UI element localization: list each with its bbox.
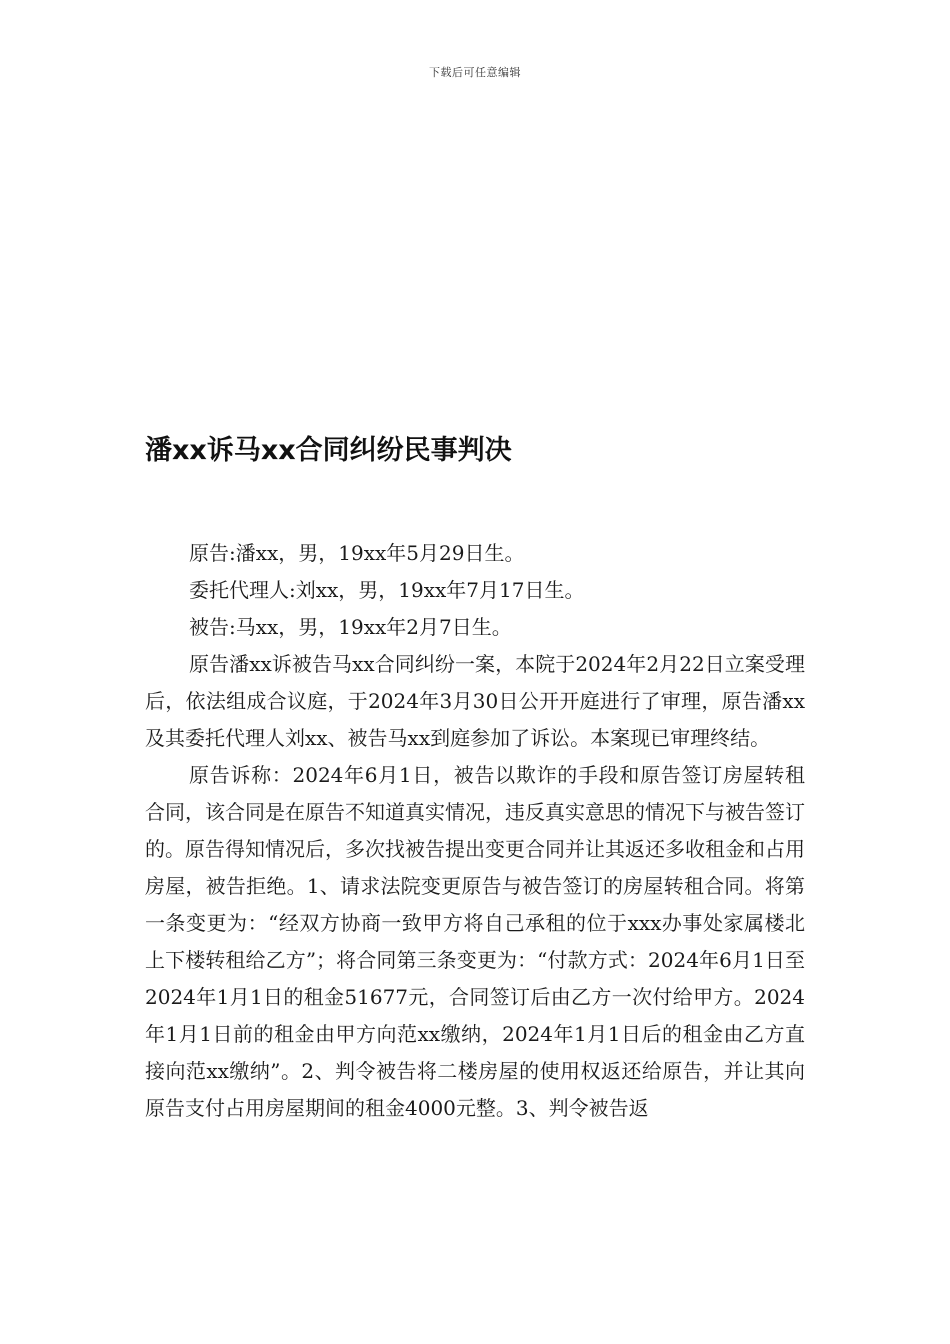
defendant-paragraph: 被告:马xx，男，19xx年2月7日生。 bbox=[189, 615, 512, 639]
page-header-note: 下载后可任意编辑 bbox=[429, 66, 521, 79]
document-body bbox=[145, 535, 805, 1127]
case-intro-paragraph: 原告潘xx诉被告马xx合同纠纷一案，本院于2024年2月22日立案受理后，依法组成合议庭，于2024年3月30日公开开庭进行了审理，原告潘xx及其委托代理人刘xx、被告马xx到庭参加了诉讼。本案现已审理终结。 bbox=[145, 652, 805, 750]
document-title: 潘xx诉马xx合同纠纷民事判决 bbox=[145, 435, 512, 466]
agent-paragraph: 委托代理人:刘xx，男，19xx年7月17日生。 bbox=[189, 578, 585, 602]
plaintiff-paragraph: 原告:潘xx，男，19xx年5月29日生。 bbox=[189, 541, 525, 565]
plaintiff-claim-paragraph: 原告诉称：2024年6月1日，被告以欺诈的手段和原告签订房屋转租合同，该合同是在原告不知道真实情况，违反真实意思的情况下与被告签订的。原告得知情况后，多次找被告提出变更合同并让其返还多收租金和占用房屋，被告拒绝。1、请求法院变更原告与被告签订的房屋转租合同。将第一条变更为：“经双方协商一致甲方将自己承租的位于xxx办事处家属楼北上下楼转租给乙方”；将合同第三条变更为：“付款方式：2024年6月1日至2024年1月1日的租金51677元，合同签订后由乙方一次付给甲方。2024年1月1日前的租金由甲方向范xx缴纳，2024年1月1日后的租金由乙方直接向范xx缴纳”。2、判令被告将二楼房屋的使用权返还给原告，并让其向原告支付占用房屋期间的租金4000元整。3、判令被告返 bbox=[145, 763, 805, 1120]
